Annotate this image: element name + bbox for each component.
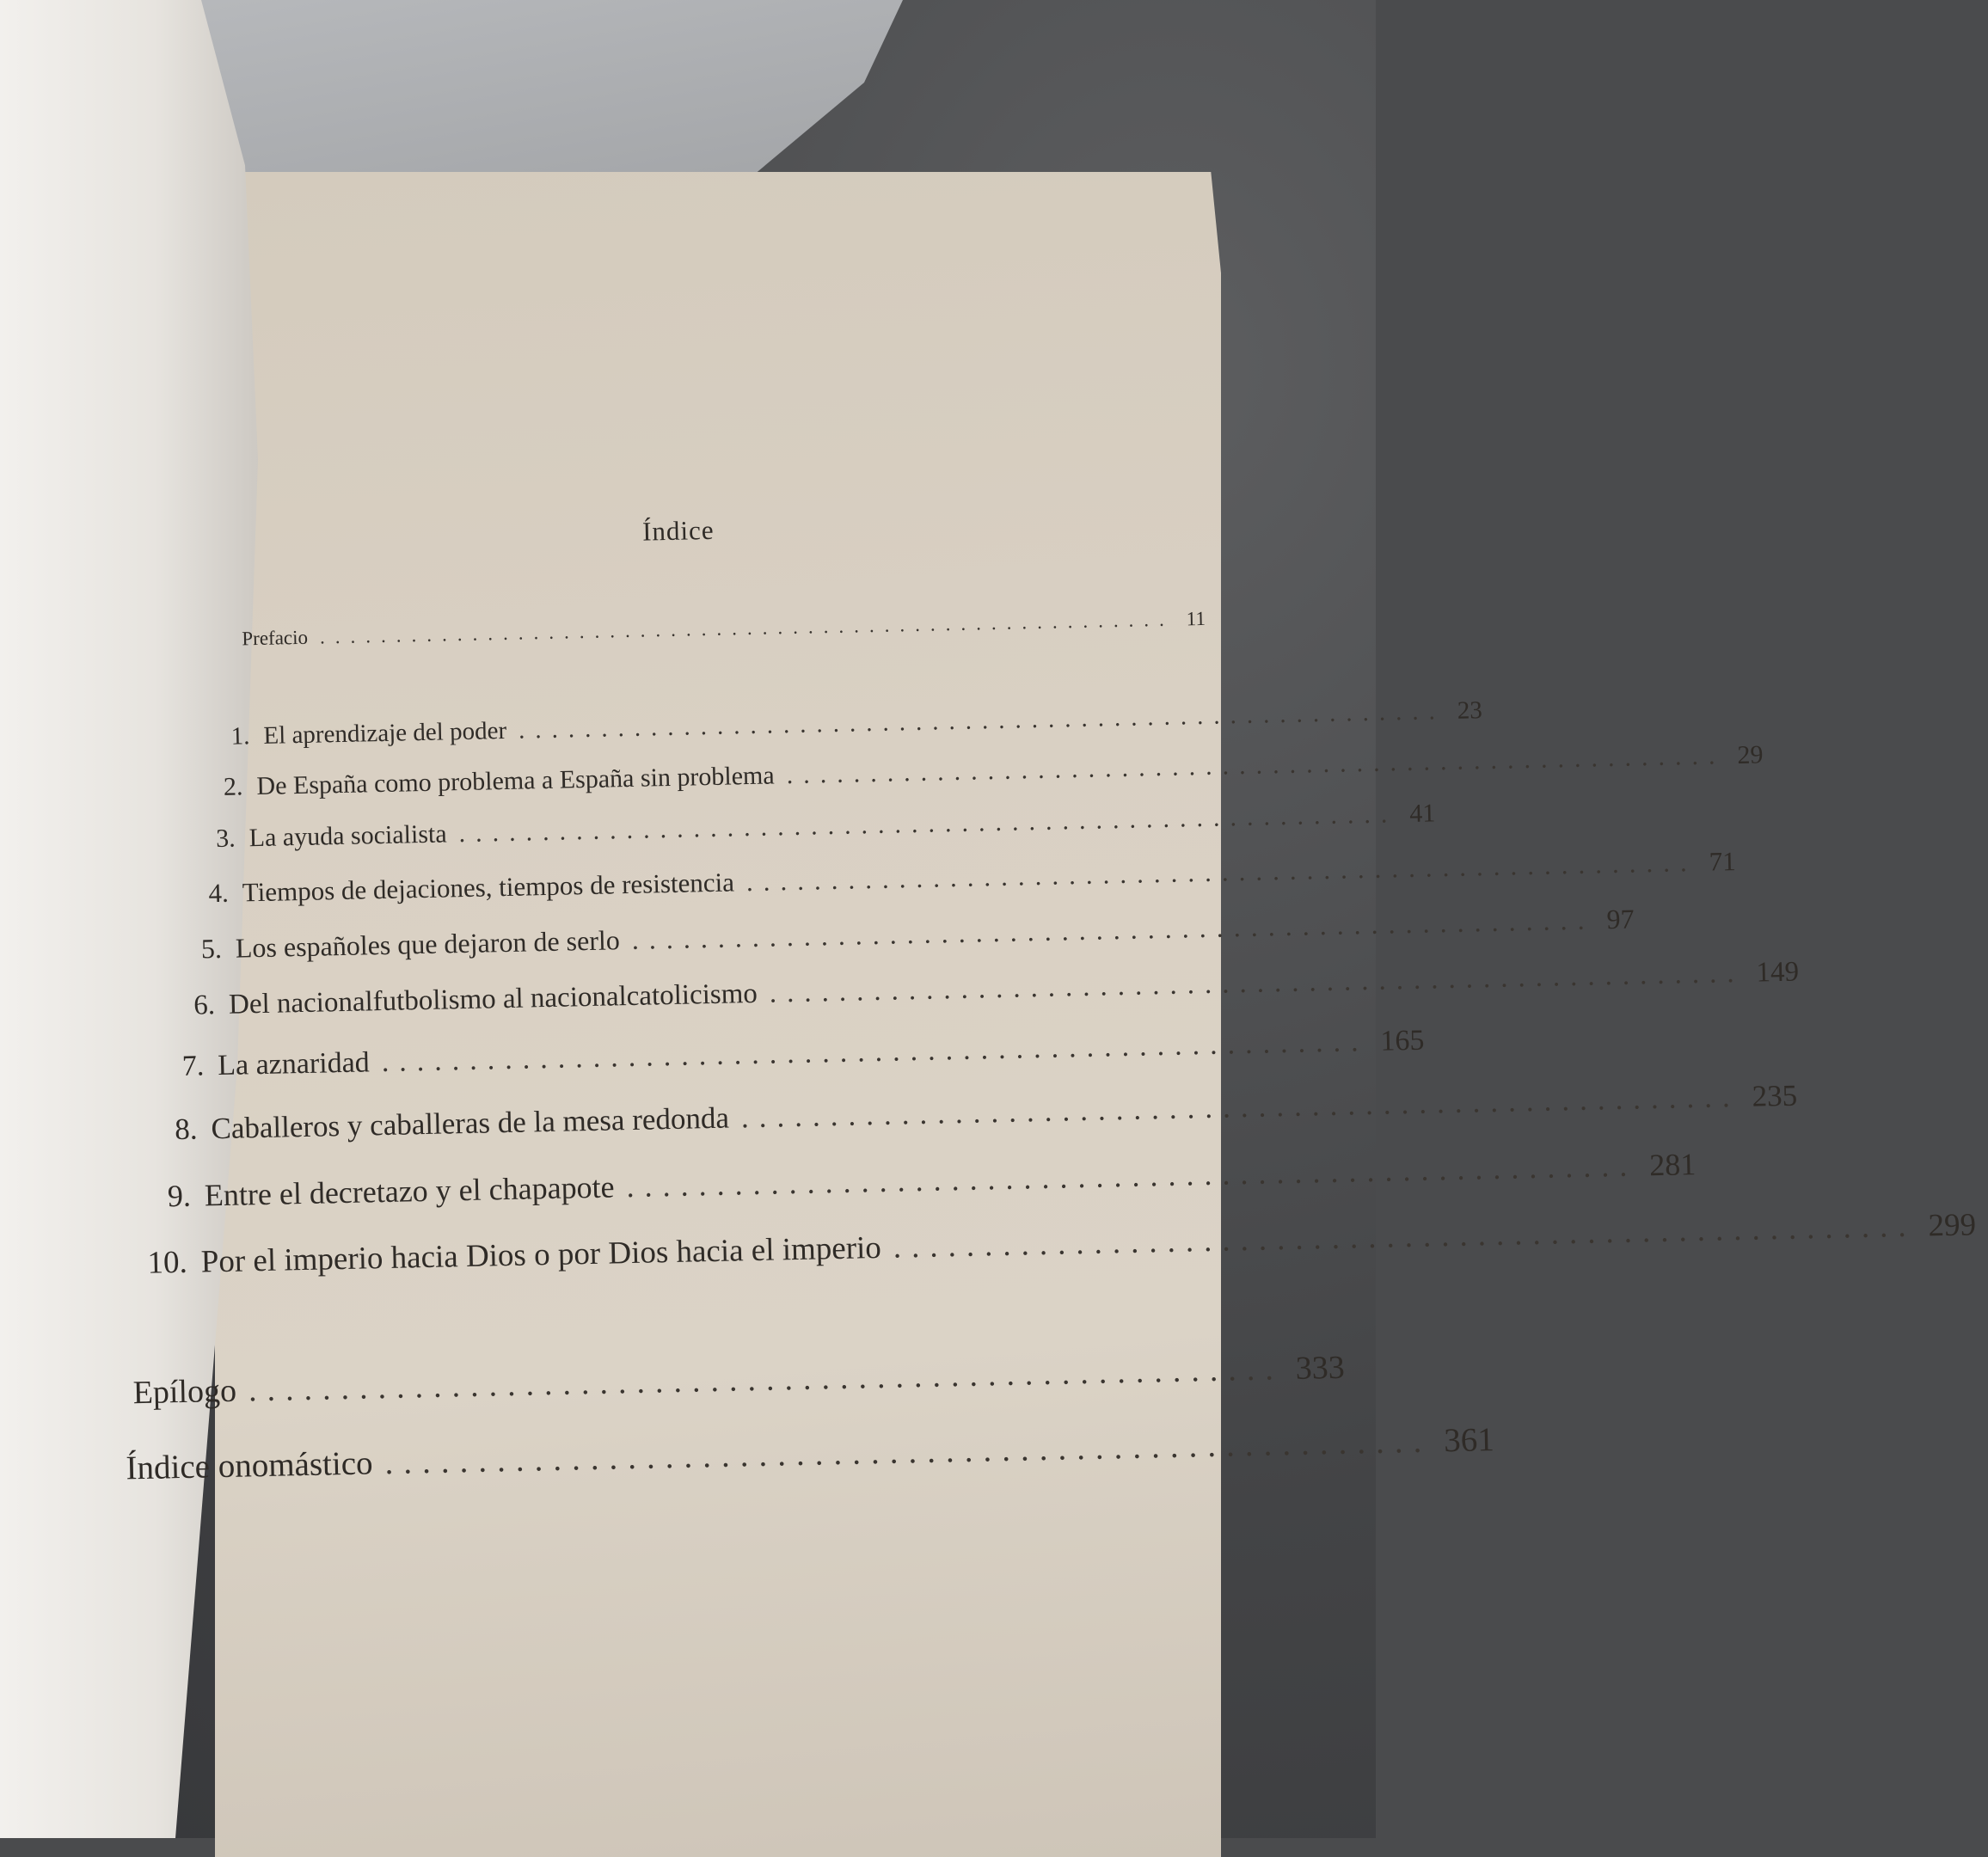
toc-entry-chapter — [208, 846, 1737, 909]
dot-leader: ........................................................ — [248, 1351, 1285, 1409]
page-number: 333 — [1295, 1349, 1346, 1387]
dot-leader: ........................................................ — [631, 904, 1595, 955]
chapter-number: 1. — [230, 722, 250, 751]
chapter-title: La aznaridad — [217, 1046, 371, 1082]
chapter-title: Caballeros y caballeras de la mesa redonda — [211, 1100, 730, 1146]
page-number: 165 — [1380, 1024, 1425, 1057]
entry-label: Epílogo — [132, 1372, 237, 1412]
toc-entry-chapter — [193, 956, 1800, 1022]
chapter-title: De España como problema a España sin problema — [256, 761, 775, 801]
dot-leader: ........................................................ — [381, 1026, 1369, 1079]
dot-leader: ........................................................ — [893, 1208, 1917, 1266]
page-number: 361 — [1443, 1421, 1495, 1460]
entry-label: Prefacio — [242, 626, 309, 650]
dot-leader: ........................................................ — [769, 957, 1745, 1009]
chapter-number: 10. — [147, 1244, 188, 1281]
chapter-number: 7. — [181, 1050, 205, 1082]
page-number: 41 — [1409, 799, 1436, 828]
dot-leader: ........................................................ — [626, 1148, 1638, 1204]
chapter-number: 8. — [174, 1112, 198, 1147]
toc-entry-chapter — [200, 903, 1635, 965]
page-number: 11 — [1186, 607, 1206, 630]
entry-label: Índice onomástico — [126, 1444, 373, 1487]
chapter-number: 3. — [215, 824, 236, 854]
chapter-number: 6. — [193, 990, 216, 1021]
page-number: 71 — [1709, 846, 1737, 877]
chapter-number: 9. — [167, 1178, 192, 1214]
toc-entry-name-index — [126, 1421, 1495, 1487]
chapter-number: 2. — [223, 772, 243, 801]
toc-entry-chapter — [147, 1207, 1977, 1281]
page-number: 235 — [1752, 1078, 1798, 1113]
toc-entry-chapter — [223, 740, 1764, 802]
chapter-title: Los españoles que dejaron de serlo — [235, 924, 621, 964]
dot-leader: ........................................................ — [518, 697, 1446, 745]
dot-leader: ........................................................ — [458, 800, 1398, 849]
chapter-title: El aprendizaje del poder — [263, 716, 507, 750]
toc-entry-chapter — [174, 1078, 1798, 1148]
dot-leader: ........................................................ — [786, 741, 1726, 790]
chapter-number: 4. — [208, 877, 230, 909]
chapter-title: Entre el decretazo y el chapapote — [204, 1169, 615, 1213]
toc-entry-preface — [242, 607, 1206, 650]
dot-leader: ........................................................ — [319, 608, 1175, 648]
chapter-title: Del nacionalfutbolismo al nacionalcatolicismo — [228, 978, 758, 1020]
page-number: 97 — [1606, 903, 1635, 935]
dot-leader: ........................................................ — [384, 1422, 1433, 1482]
dot-leader: ........................................................ — [746, 846, 1698, 898]
toc-entry-chapter — [215, 799, 1436, 854]
chapter-title: Por el imperio hacia Dios o por Dios hacia el imperio — [200, 1229, 882, 1280]
page-title: Índice — [641, 514, 715, 547]
page-number: 281 — [1648, 1147, 1697, 1183]
page-number: 23 — [1457, 696, 1483, 725]
page-number: 149 — [1756, 956, 1800, 989]
chapter-title: La ayuda socialista — [248, 819, 447, 853]
page-number: 299 — [1928, 1207, 1977, 1244]
toc-entry-chapter — [167, 1147, 1697, 1214]
toc-entry-chapter — [181, 1024, 1425, 1083]
chapter-number: 5. — [200, 932, 223, 965]
chapter-title: Tiempos de dejaciones, tiempos de resistencia — [242, 867, 735, 908]
toc-entry-epilogue — [132, 1349, 1346, 1412]
page-number: 29 — [1737, 740, 1764, 769]
dot-leader: ........................................................ — [740, 1079, 1741, 1135]
toc-entry-chapter — [230, 696, 1483, 751]
